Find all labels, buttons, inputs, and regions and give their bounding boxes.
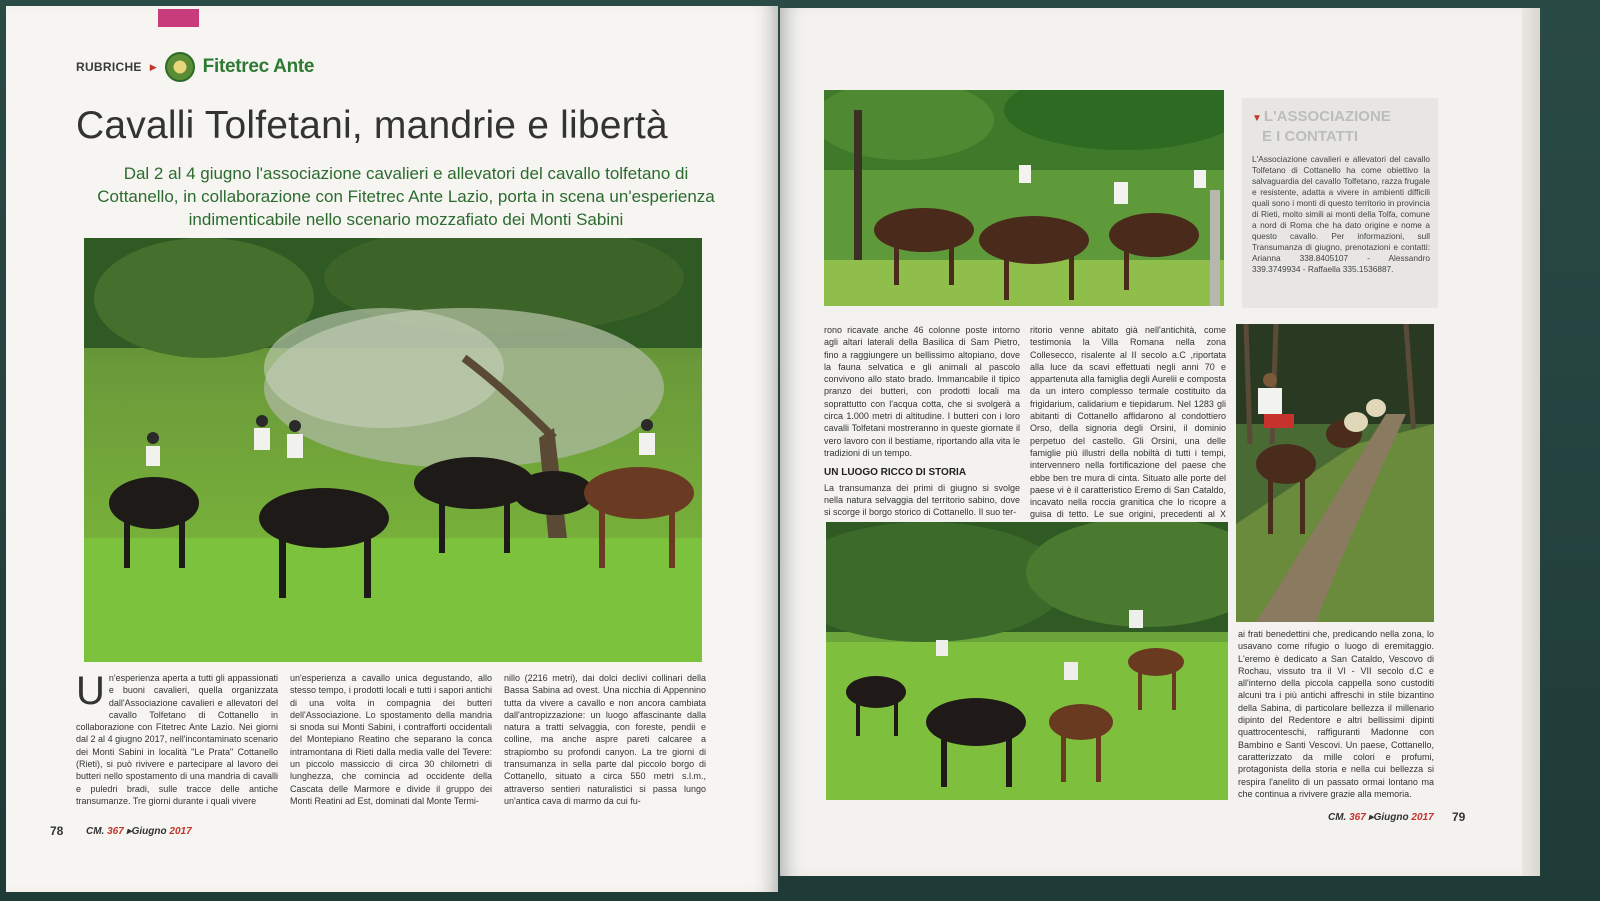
section-subhead: UN LUOGO RICCO DI STORIA: [824, 467, 967, 479]
page-number: 79: [1452, 810, 1466, 824]
box-title-line2: E I CONTATTI: [1262, 128, 1359, 145]
page-edge: [1522, 8, 1540, 876]
body-column-2: un'esperienza a cavallo unica degustando, allo stesso tempo, i prodotti locali e tutti i sapori antichi di una volta in compagnia dei butteri dell'Associazione. Lo spostamento della mandria si snoda sui Monti Sabini, i contrafforti occidentali del Montepiano Reatino che separano la conca intramontana di Rieti dalla media valle del Tevere: un piccolo massiccio di circa 30 chilometri di lunghezza, che comincia ad occidente della Cascata delle Marmore e divide il gruppo dei Monti Reatini ad Est, dominati dal Monte Termi-: [290, 673, 492, 806]
page-number: 78: [50, 824, 64, 838]
issue-prefix: CM.: [1328, 812, 1347, 823]
right-page: [780, 8, 1540, 876]
left-page: [6, 6, 778, 892]
section-label: RUBRICHE: [76, 60, 142, 74]
body-column-1: [824, 324, 1020, 518]
photo-riders-on-trail: [1236, 324, 1434, 622]
association-contacts-box: [1242, 98, 1438, 308]
section-header: [76, 52, 314, 82]
box-title-line1: L'ASSOCIAZIONE: [1263, 108, 1391, 125]
issue-year: 2017: [169, 826, 192, 837]
article-title: Cavalli Tolfetani, mandrie e libertà: [76, 104, 668, 147]
issue-number: 367: [1349, 812, 1366, 823]
fitetrec-logo-icon: [165, 52, 195, 82]
issue-month: Giugno: [1373, 812, 1409, 823]
issue-info: [1328, 812, 1434, 823]
main-photo-horses-under-tree: [84, 238, 702, 662]
body-column-2: ritorio venne abitato già nell'antichità, come testimonia la Villa Romana nella zona Collesecco, risalente al II secolo a.C ,riportata alla luce da scavi effettuati negli anni 70 e appartenuta alla famiglia degli Aurelii e composta da un intero complesso termale costituito da frigidarium, calidarium e tiepidarum. Nel 1283 gli abitanti di Cottanello affidarono al condottiero Orso, della signoria degli Orsini, il dominio perpetuo del castello. Gli Orsini, una delle famiglie più illustri della nobiltà di tutti i tempi, intervennero nella fortificazione del paese che ebbe ben tre mura di cinta. Situato alle porte del paese vi è il caratteristico Eremo di San Cataldo, incavato nella roccia granitica che lo ricopre a guisa di tetto. Le sue origini, precedenti al X: [1030, 325, 1226, 520]
issue-arrow-icon: ▸: [126, 826, 132, 837]
triangle-down-icon: ▼: [1252, 113, 1262, 124]
arrow-right-icon: ▶: [149, 61, 157, 72]
issue-number: 367: [107, 826, 124, 837]
body-column-1: [76, 669, 278, 807]
box-text: L'Associazione cavalieri e allevatori del cavallo Tolfetano di Cottanello ha come obiettivo la salvaguardia del cavallo Tolfetano, razza frugale e resistente, adatta a vivere in ambienti difficili quali sono i monti di questo territorio in provincia di Rieti, molto simili ai monti della Tolfa, comune a nord di Roma che ha dato origine e nome a questo cavallo. Per informazioni, sull Transumanza di giugno, prenotazioni e contatti: Arianna 338.8405107 - Alessandro 339.3749934 - Raffaella 335.1536887.: [1252, 154, 1430, 274]
body-text-2: La transumanza dei primi di giugno si svolge nella natura selvaggia del territorio sabino, dove si scorge il borgo storico di Cottanello. Il suo ter-: [824, 482, 1020, 518]
body-column-3: ai frati benedettini che, predicando nella zona, lo usavano come rifugio o luogo di eremitaggio. L'eremo è dedicato a San Cataldo, Vescovo di Rochau, vissuto tra il VI - VII secolo d.C e all'interno della piccola cappella sono custoditi alcuni tra i più antichi affreschi in stile bizantino della Sabina, di particolare bellezza il millenario dipinto del Redentore e altri bellissimi dipinti quattrocenteschi, raffiguranti Madonne con Bambino e Santi Vescovi. Un paese, Cottanello, caratterizzato da mille colori e profumi, protagonista della storia e nella cui bellezza si respira l'anelito di un passato ormai lontano ma che continua a rivivere grazie alla memoria.: [1238, 629, 1434, 799]
body-column-3: nillo (2216 metri), dai dolci declivi collinari della Bassa Sabina ad ovest. Una nicchia di Appennino tutta da vivere a cavallo e non ancora cambiata dall'antropizzazione: un luogo affascinante dalla natura a tratti selvaggia, con foreste, pendii e colline, ma anche aspre pareti calcaree a strapiombo su profondi canyon. La tre giorni di transumanza in sella parte dal piccolo borgo di Cottanello, situato a circa 550 metri s.l.m., attraverso sentieri naturalistici si passa lungo un'antica cava di marmo da cui fu-: [504, 673, 706, 806]
section-tab: [158, 9, 199, 27]
issue-year: 2017: [1411, 812, 1434, 823]
issue-arrow-icon: ▸: [1368, 812, 1374, 823]
box-title: [1252, 108, 1391, 146]
body-text: rono ricavate anche 46 colonne poste intorno agli altari laterali della Basilica di Sam Pietro, fino a raggiungere un bellissimo altopiano, dove la fauna selvatica e gli animali al pascolo convivono allo stato brado. Immancabile il tipico pranzo dei butteri, con prodotti locali ma soprattutto con l'acqua cotta, che si svolgerà a circa 1.000 metri di altitudine. I butteri con i loro cavalli Tolfetani mostreranno in queste giornate il vero lavoro con il bestiame, riportando alla vita le tradizioni di un tempo.: [824, 325, 1020, 458]
photo-riders-in-forest: [824, 90, 1224, 306]
body-text: n'esperienza aperta a tutti gli appassionati e buoni cavalieri, quella organizzata dall'Associazione cavalieri e allevatori del cavallo Tolfetano di Cottanello in collaborazione con Fitetrec Ante Lazio. Nei giorni dal 2 al 4 giugno 2017, nell'incontaminato scenario dei Monti Sabini in località "Le Prata" Cottanello (Rieti), si può rivivere e partecipare al lavoro dei butteri nello spostamento di una mandria di cavalli e puledri bradi, sulle tracce delle antiche transumanze. Tre giorni durante i quali vivere: [76, 673, 278, 806]
issue-prefix: CM.: [86, 826, 105, 837]
photo-herd-in-clearing: [826, 522, 1228, 800]
issue-month: Giugno: [131, 826, 167, 837]
article-deck: Dal 2 al 4 giugno l'associazione cavalieri e allevatori del cavallo tolfetano di Cottanello, in collaborazione con Fitetrec Ante Lazio, porta in scena un'esperienza indimenticabile nello scenario mozzafiato dei Monti Sabini: [97, 164, 715, 229]
issue-info: [86, 826, 192, 837]
section-name: Fitetrec Ante: [202, 56, 315, 77]
drop-cap: U: [76, 669, 105, 713]
